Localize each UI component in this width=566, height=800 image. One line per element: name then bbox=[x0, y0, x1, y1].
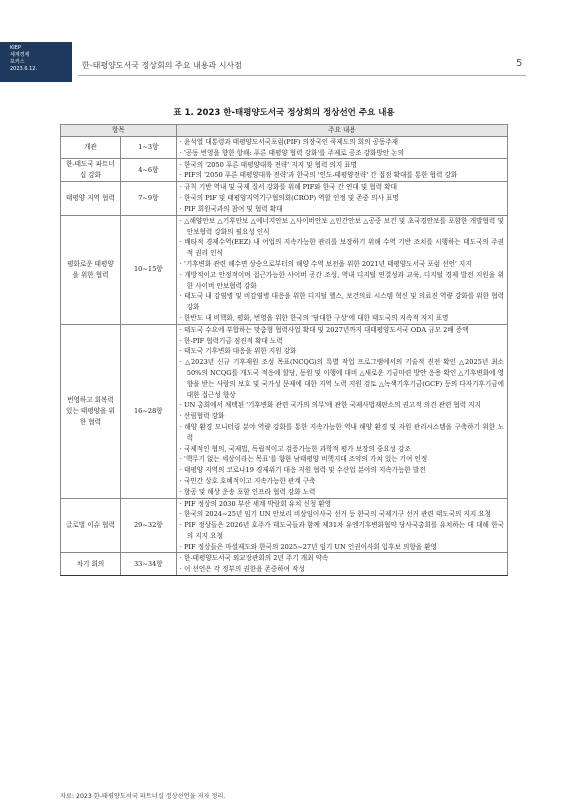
list-item: · 태도국 내 감염병 및 비감염병 대응을 위한 디지털 헬스, 보건의료 시스템 혁신 및 의료진 역량 강화를 위한 협력 강화 bbox=[180, 291, 504, 313]
list-item: · △2023년 신규 기후재원 조성 목표(NCQG)의 특별 작업 프로그램에서의 기술적 진전 확인 △2025년 최소 50%의 NCQG를 개도국 적응에 할당, 동원 및 이행에 대비 △새로운 기금마련 방안 응용 확인 △기후변화에 영향을 받는 사람의 보호 및 국가성 문제에 대한 지역 노력 지원 검토 △녹색기후기금(GCF) 등의 다자기후기금에 대한 접근성 향상 bbox=[180, 357, 504, 400]
list-item: · PIF 정상들은 2026년 호주가 태도국들과 함께 제31차 유엔기후변화협약 당사국총회를 유치하는 데 대해 한국의 지지 요청 bbox=[180, 520, 504, 542]
list-item: · 한-PIF 협력기금 점진적 확대 노력 bbox=[180, 336, 504, 347]
table-body bbox=[61, 136, 508, 575]
header-divider bbox=[78, 75, 526, 76]
list-item: · 개방적이고 안정적이며 접근가능한 사이버 공간 조성, 역내 디지털 연결성과 교육, 디지털 경제 발전 지원을 위한 사이버 안보협력 강화 bbox=[180, 270, 504, 292]
list-item: · 한국의 2024~25년 임기 UN 안보리 비상임이사국 선거 등 한국의 국제기구 선거 관련 태도국의 지지 요청 bbox=[180, 509, 504, 520]
row-content bbox=[176, 215, 507, 324]
table-header-row bbox=[61, 125, 508, 137]
table-row bbox=[61, 215, 508, 324]
table-row bbox=[61, 324, 508, 498]
row-content bbox=[176, 159, 507, 182]
table-row bbox=[61, 136, 508, 159]
table-row bbox=[61, 182, 508, 215]
row-clause-range: 4~6항 bbox=[120, 159, 176, 182]
list-item: · 배타적 경제수역(EEZ) 내 어업의 지속가능한 관리를 보장하기 위해 수역 기반 조치를 시행하는 태도국의 주권적 권리 인식 bbox=[180, 237, 504, 259]
row-content bbox=[176, 136, 507, 159]
list-item: · PIF 회원국과의 참여 및 협력 확대 bbox=[180, 204, 504, 215]
row-category: 차기 회의 bbox=[61, 553, 121, 576]
content-list bbox=[180, 499, 504, 553]
row-clause-range: 7~9항 bbox=[120, 182, 176, 215]
list-item: · △해양안보 △기후안보 △에너지안보 △사이버안보 △인간안보 △공중 보건 및 초국경안보를 포함한 개발협력 및 안보협력 강화의 필요성 인식 bbox=[180, 216, 504, 238]
content-list bbox=[180, 137, 504, 159]
list-item: · 한반도 내 비핵화, 평화, 번영을 위한 한국의 '담대한 구상'에 대한 태도국의 지속적 지지 표명 bbox=[180, 313, 504, 324]
list-item: · 한국의 '2050 푸른 태평양대륙 전략' 지지 및 협력 의지 표명 bbox=[180, 160, 504, 171]
source-note: 자료: 2023 한-태평양도서국 파트너십 정상선언을 저자 정리. bbox=[60, 793, 226, 800]
running-header-title: 한-태평양도서국 정상회의 주요 내용과 시사점 bbox=[82, 61, 242, 70]
list-item: · '핵무기 없는 세상이라는 목표'를 향한 남태평양 비핵지대 조약의 가치 있는 기여 인정 bbox=[180, 454, 504, 465]
row-category: 한-태도국 파트너십 강화 bbox=[61, 159, 121, 182]
row-content bbox=[176, 553, 507, 576]
list-item: · 한국의 PIF 및 태평양지역기구협의회(CROP) 역할 인정 및 존중 의사 표명 bbox=[180, 193, 504, 204]
page-number: 5 bbox=[516, 58, 523, 69]
row-content bbox=[176, 324, 507, 498]
row-category: 개관 bbox=[61, 136, 121, 159]
list-item: · PIF 정상들은 마셜제도와 한국의 2025~27년 임기 UN 인권이사회 입후보 의향을 환영 bbox=[180, 542, 504, 553]
row-clause-range: 33~34항 bbox=[120, 553, 176, 576]
list-item: · UN 총회에서 채택된 '기후변화 관련 국가의 의무'에 관한 국제사법재판소의 권고적 의견 관련 협력 지지 bbox=[180, 400, 504, 411]
table-row bbox=[61, 159, 508, 182]
summit-declaration-table bbox=[60, 124, 508, 576]
list-item: · PIF 정상의 2030 부산 세계 박람회 유치 신청 환영 bbox=[180, 499, 504, 510]
row-clause-range: 10~15항 bbox=[120, 215, 176, 324]
list-item: · 윤석열 대통령과 태평양도서국포럼(PIF) 의장국인 쿡제도의 회의 공동주재 bbox=[180, 137, 504, 148]
content-list bbox=[180, 182, 504, 214]
row-clause-range: 1~3항 bbox=[120, 136, 176, 159]
header-content: 주요 내용 bbox=[176, 125, 507, 137]
brand-line: KIEP bbox=[10, 45, 21, 51]
row-category: 번영하고 회복력 있는 태평양을 위한 협력 bbox=[61, 324, 121, 498]
list-item: · 국민간 상호 호혜적이고 지속가능한 관계 구축 bbox=[180, 476, 504, 487]
row-category: 글로벌 이슈 협력 bbox=[61, 498, 121, 553]
table-row bbox=[61, 498, 508, 553]
brand-line: 세계경제 bbox=[10, 52, 30, 58]
brand-line: 2023.6.12. bbox=[10, 66, 38, 72]
list-item: · 국제적인 협의, 국제법, 독립적이고 검증가능한 과학적 평가 보장의 중요성 강조 bbox=[180, 444, 504, 455]
content-list bbox=[180, 160, 504, 182]
list-item: · 해양 환경 모니터링 분야 역량 강화를 통한 지속가능한 역내 해양 환경 및 자원 관리시스템을 구축하기 위한 노력 bbox=[180, 422, 504, 444]
row-content bbox=[176, 182, 507, 215]
table-title: 표 1. 2023 한-태평양도서국 정상회의 정상선언 주요 내용 bbox=[173, 108, 395, 118]
brand-line: 포커스 bbox=[10, 59, 25, 65]
row-content bbox=[176, 498, 507, 553]
table-row bbox=[61, 553, 508, 576]
list-item: · 태도국 수요에 부합하는 맞춤형 협력사업 확대 및 2027년까지 대태평양도서국 ODA 규모 2배 증액 bbox=[180, 325, 504, 336]
row-clause-range: 16~28항 bbox=[120, 324, 176, 498]
row-category: 평화로운 태평양을 위한 협력 bbox=[61, 215, 121, 324]
list-item: · '기후변화 관련 해수면 상승으로부터의 해양 수역 보전을 위한 2021년 태평양도서국 포럼 선언' 지지 bbox=[180, 259, 504, 270]
list-item: · 항공 및 해상 운송 포함 인프라 협력 강화 노력 bbox=[180, 487, 504, 498]
list-item: · 태도국 기후변화 대응을 위한 지원 강화 bbox=[180, 346, 504, 357]
list-item: · 산림협력 강화 bbox=[180, 411, 504, 422]
content-list bbox=[180, 216, 504, 324]
row-category: 태평양 지역 협력 bbox=[61, 182, 121, 215]
content-list bbox=[180, 553, 504, 575]
row-clause-range: 29~32항 bbox=[120, 498, 176, 553]
list-item: · 규칙 기반 역내 및 국제 질서 강화를 위해 PIF와 한국 간 연대 및 협력 확대 bbox=[180, 182, 504, 193]
list-item: · 이 선언은 각 정부의 권한을 존중하여 작성 bbox=[180, 564, 504, 575]
kiep-brand-block bbox=[0, 42, 72, 82]
content-list bbox=[180, 325, 504, 498]
header-item: 항목 bbox=[61, 125, 177, 137]
list-item: · PIF의 '2050 푸른 태평양대륙 전략'과 한국의 '인도-태평양전략' 간 접점 확대를 통한 협력 강화 bbox=[180, 170, 504, 181]
list-item: · '공동 번영을 향한 항해: 푸른 태평양 협력 강화'를 주제로 공조 강화방안 논의 bbox=[180, 148, 504, 159]
page-header bbox=[0, 0, 566, 84]
list-item: · 한-태평양도서국 외교장관회의 2년 주기 개최 약속 bbox=[180, 553, 504, 564]
list-item: · 태평양 지역의 코로나19 경제위기 대응 지원 협력 및 수산업 분야의 지속가능한 발전 bbox=[180, 465, 504, 476]
